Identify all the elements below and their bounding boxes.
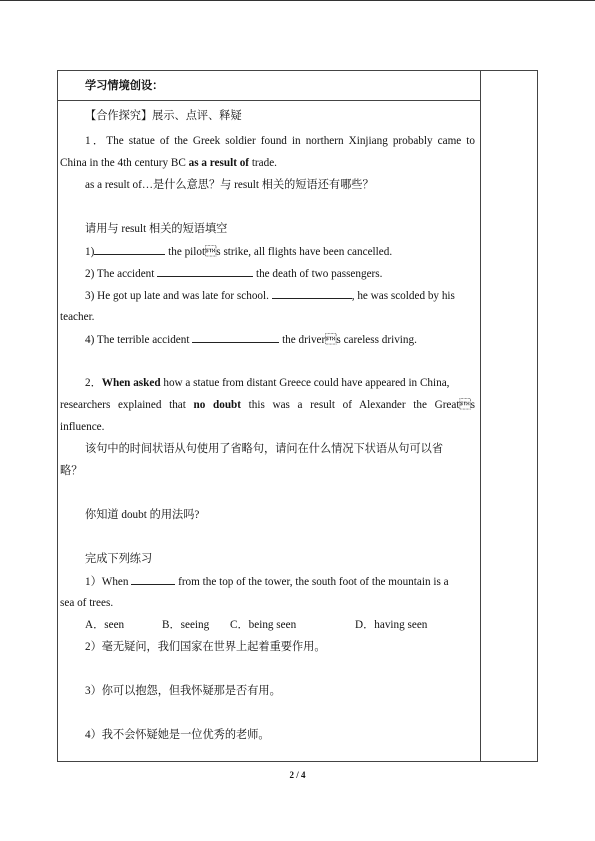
q1-task: 请用与 result 相关的短语填空 <box>85 223 228 235</box>
page-number: 2 / 4 <box>289 770 306 780</box>
exercise-4: 4）我不会怀疑她是一位优秀的老师。 <box>85 729 270 741</box>
answer-blank <box>94 244 165 255</box>
q2-doubt-question: 你知道 doubt 的用法吗? <box>85 509 200 521</box>
q1-item-2: 2) The accident the death of two passengers. <box>85 268 383 280</box>
q1-line1: 1．The statue of the Greek soldier found in northern Xinjiang probably came to <box>85 135 475 147</box>
top-rule <box>0 0 595 1</box>
answer-blank <box>272 288 352 299</box>
side-notes-column <box>481 70 538 762</box>
q2-line2: researchers explained that no doubt this was a result of Alexander the Greats <box>60 399 475 411</box>
q1-item-3: 3) He got up late and was late for school. , he was scolded by his <box>85 290 455 302</box>
exercise-2: 2）毫无疑问，我们国家在世界上起着重要作用。 <box>85 641 326 653</box>
q1-line2: China in the 4th century BC as a result of trade. <box>60 157 277 169</box>
q1-question: as a result of…是什么意思？与 result 相关的短语还有哪些？ <box>85 179 374 191</box>
answer-blank <box>131 574 175 585</box>
section-title: 【合作探究】展示、点评、释疑 <box>85 110 242 122</box>
option-b: B．seeing <box>162 619 210 631</box>
q2-question-line1: 该句中的时间状语从句使用了省略句，请问在什么情况下状语从句可以省 <box>85 443 444 455</box>
option-a: A．seen <box>85 619 125 631</box>
header-title: 学习情境创设： <box>85 80 164 92</box>
exercise-3: 3）你可以抱怨，但我怀疑那是否有用。 <box>85 685 281 697</box>
exercise-1-cont: sea of trees. <box>60 597 114 609</box>
answer-blank <box>157 266 253 277</box>
q1-item-3-cont: teacher. <box>60 311 95 323</box>
q1-item-1: 1) the pilots strike, all flights have been cancelled. <box>85 246 393 258</box>
q2-line3: influence. <box>60 421 105 433</box>
main-table-cell <box>57 70 481 762</box>
option-d: D．having seen <box>355 619 428 631</box>
option-c: C．being seen <box>230 619 297 631</box>
q2-question-line2: 略？ <box>60 465 83 477</box>
q2-line1: 2．When asked how a statue from distant Greece could have appeared in China, <box>85 377 450 389</box>
exercise-1: 1）When from the top of the tower, the south foot of the mountain is a <box>85 576 449 588</box>
q1-item-4: 4) The terrible accident the drivers careless driving. <box>85 334 417 346</box>
exercise-title: 完成下列练习 <box>85 553 153 565</box>
answer-blank <box>192 332 279 343</box>
